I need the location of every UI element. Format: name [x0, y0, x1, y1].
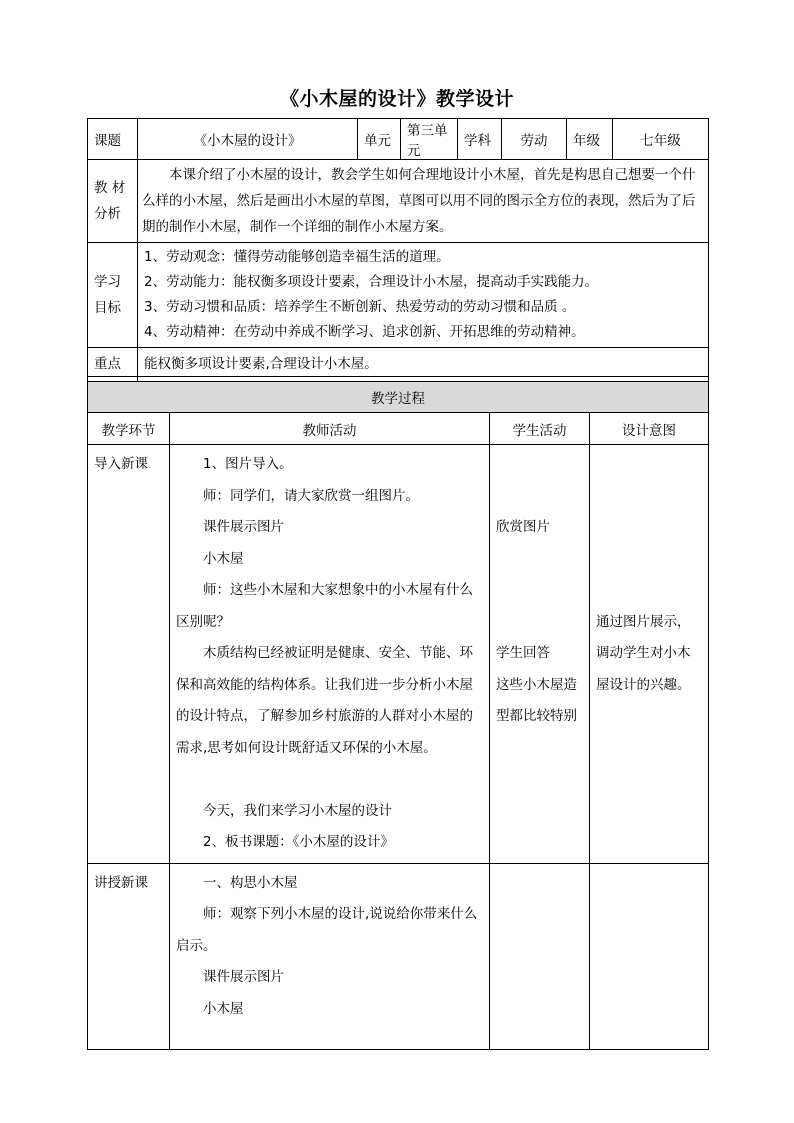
lecture-teacher-line: 一、构思小木屋 — [203, 874, 298, 891]
topic-value: 《小木屋的设计》 — [138, 119, 358, 160]
intro-intent-line: 调动学生对小木 — [596, 645, 691, 661]
intro-teacher — [170, 445, 490, 864]
analysis-text: 本课介绍了小木屋的设计，教会学生如何合理地设计小木屋，首先是构思自己想要一个什么样的小木屋，然后是画出小木屋的草图，草图可以用不同的图示全方位的表现，然后为了后期的制作小木屋，制作一个详细的制作小木屋方案。 — [138, 160, 709, 243]
intro-intent-line — [596, 575, 702, 607]
lecture-stage — [88, 863, 170, 1049]
col-intent-header: 设计意图 — [590, 413, 709, 445]
lecture-student — [490, 863, 590, 1049]
grade-value: 七年级 — [613, 119, 709, 160]
process-table — [87, 381, 709, 1050]
intro-student-line: 学生回答 — [496, 645, 550, 661]
subject-value: 劳动 — [502, 119, 567, 160]
intro-teacher-line: 1、图片导入。 — [203, 456, 293, 472]
intro-student-line: 欣赏图片 — [496, 519, 550, 535]
intro-student-line — [496, 449, 583, 481]
goal-item: 3、劳动习惯和品质：培养学生不断创新、热爱劳动的劳动习惯和品质 。 — [144, 299, 576, 315]
intro-teacher-line: 保和高效能的结构体系。让我们进一步分析小木屋 — [176, 676, 473, 693]
document-title: 《小木屋的设计》教学设计 — [279, 88, 514, 110]
analysis-label — [88, 160, 138, 243]
col-teacher-header: 教师活动 — [170, 413, 490, 445]
intro-intent-line — [596, 449, 702, 481]
lecture-teacher — [170, 863, 490, 1049]
col-student-header: 学生活动 — [490, 413, 590, 445]
lecture-teacher-line: 课件展示图片 — [203, 969, 284, 985]
intro-teacher-line: 师：这些小木屋和大家想象中的小木屋有什么 — [203, 582, 473, 598]
intro-teacher-line: 的设计特点，了解参加乡村旅游的人群对小木屋的 — [176, 708, 473, 724]
intro-intent-line — [596, 544, 702, 576]
grade-label: 年级 — [567, 119, 613, 160]
analysis-label-line1: 教 材 — [94, 180, 126, 196]
intro-teacher-line: 2、板书课题：《小木屋的设计》 — [203, 834, 394, 850]
analysis-label-line2: 分析 — [94, 206, 121, 222]
goals-list — [138, 243, 709, 348]
intro-intent-line — [596, 481, 702, 513]
intro-teacher-line: 今天，我们来学习小木屋的设计 — [203, 802, 392, 819]
intro-student-line — [496, 544, 583, 576]
unit-label: 单元 — [358, 119, 401, 160]
intro-intent-line: 屋设计的兴趣。 — [596, 676, 691, 693]
intro-stage-label: 导入新课 — [94, 456, 148, 472]
goal-item: 2、劳动能力：能权衡多项设计要素，合理设计小木屋，提高动手实践能力。 — [144, 274, 599, 290]
goals-label-line1: 学习 — [94, 274, 121, 290]
goal-item: 4、劳动精神：在劳动中养成不断学习、追求创新、开拓思维的劳动精神。 — [144, 324, 585, 340]
goals-label-line2: 目标 — [94, 300, 121, 316]
intro-stage — [88, 445, 170, 864]
info-table — [87, 118, 709, 406]
intro-intent — [590, 445, 709, 864]
key-point-label: 重点 — [88, 348, 138, 377]
intro-student-line: 型都比较特别 — [496, 708, 577, 724]
intro-teacher-line: 小木屋 — [203, 550, 244, 567]
intro-student-line — [496, 607, 583, 639]
intro-intent-line — [596, 512, 702, 544]
goals-label — [88, 243, 138, 348]
intro-teacher-line: 课件展示图片 — [203, 519, 284, 535]
intro-student-line — [496, 481, 583, 513]
intro-teacher-line: 师：同学们，请大家欣赏一组图片。 — [203, 487, 419, 504]
intro-teacher-line: 木质结构已经被证明是健康、安全、节能、环 — [203, 645, 473, 661]
goal-item: 1、劳动观念：懂得劳动能够创造幸福生活的道理。 — [144, 249, 450, 265]
key-point-text: 能权衡多项设计要素,合理设计小木屋。 — [138, 348, 709, 377]
lecture-intent — [590, 863, 709, 1049]
topic-label: 课题 — [88, 119, 138, 160]
intro-intent-line: 通过图片展示， — [596, 613, 691, 630]
intro-teacher-line: 区别呢？ — [176, 613, 230, 630]
intro-student-line: 这些小木屋造 — [496, 676, 577, 693]
intro-student — [490, 445, 590, 864]
lecture-teacher-line: 启示。 — [176, 937, 217, 954]
intro-teacher-line — [176, 764, 483, 796]
lecture-teacher-line: 师：观察下列小木屋的设计,说说给你带来什么 — [203, 906, 478, 922]
subject-label: 学科 — [458, 119, 502, 160]
col-stage-header: 教学环节 — [88, 413, 170, 445]
unit-value: 第三单元 — [401, 119, 458, 160]
lecture-teacher-line: 小木屋 — [203, 1000, 244, 1017]
lecture-stage-label: 讲授新课 — [94, 874, 148, 891]
process-heading: 教学过程 — [88, 382, 709, 413]
intro-student-line — [496, 575, 583, 607]
intro-teacher-line: 需求,思考如何设计既舒适又环保的小木屋。 — [176, 739, 437, 756]
